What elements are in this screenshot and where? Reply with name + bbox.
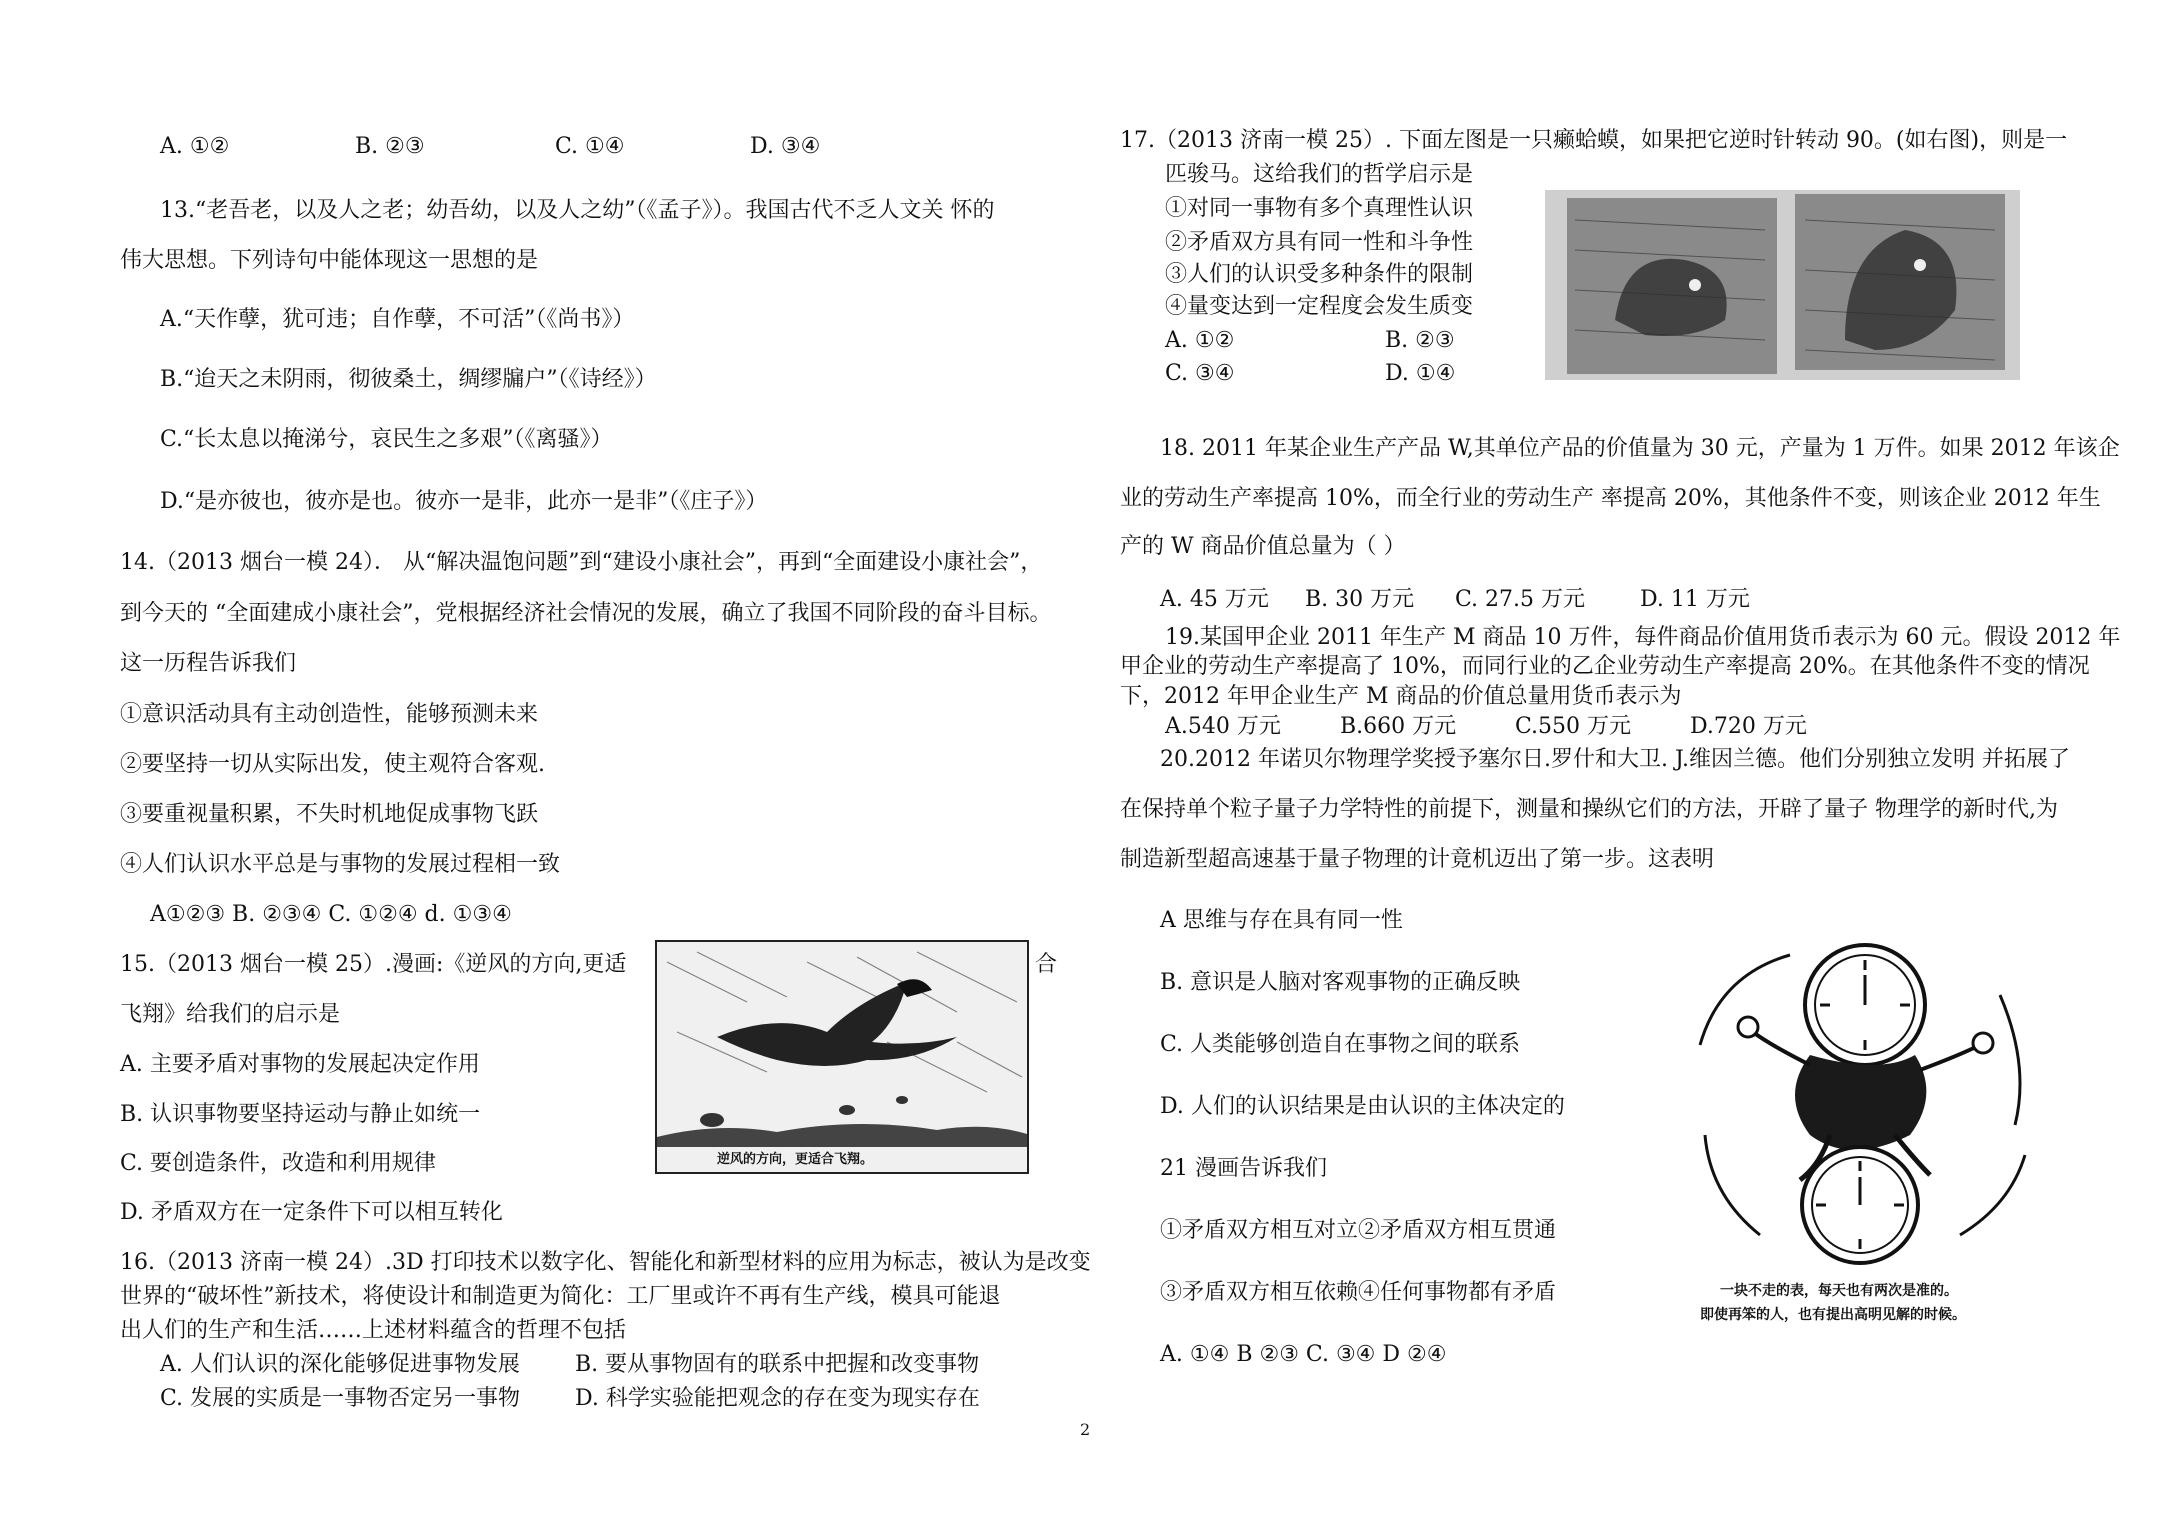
q17-item-2: ②矛盾双方具有同一性和斗争性 (1165, 230, 1474, 255)
q15-option-b: B. 认识事物要坚持运动与静止如统一 (120, 1102, 481, 1127)
q17-stem-line1: 17.（2013 济南一模 25）. 下面左图是一只癞蛤蟆，如果把它逆时针转动 90。(如右图)，则是一 (1120, 128, 2068, 153)
q15-stem-line1: 15.（2013 烟台一模 25）.漫画:《逆风的方向,更适 (120, 952, 627, 977)
q20-stem-line2: 在保持单个粒子量子力学特性的前提下，测量和操纵它们的方法，开辟了量子 物理学的新时代,为 (1120, 797, 2058, 822)
q18-option-c: C. 27.5 万元 (1455, 587, 1586, 612)
q14-options: A①②③ B. ②③④ C. ①②④ d. ①③④ (150, 902, 512, 927)
q13-option-b: B.“迨天之未阴雨，彻彼桑土，绸缪牖户”（《诗经》） (160, 367, 657, 392)
eagle-cartoon-image (655, 940, 1029, 1174)
q20-stem-line3: 制造新型超高速基于量子物理的计竟机迈出了第一步。这表明 (1120, 847, 1715, 872)
q18-stem-line2: 业的劳动生产率提高 10%，而全行业的劳动生产 率提高 20%，其他条件不变，则该企业 2012 年生 (1120, 486, 2101, 511)
q16-stem-line2: 世界的“破坏性”新技术，将使设计和制造更为简化：工厂里或许不再有生产线，模具可能退 (120, 1284, 1001, 1309)
q12-option-c: C. ①④ (555, 134, 625, 159)
clock-cartoon-image (1680, 935, 2040, 1270)
q17-option-d: D. ①④ (1385, 361, 1456, 386)
q17-item-4: ④量变达到一定程度会发生质变 (1165, 294, 1474, 319)
q14-stem-line2: 到今天的 “全面建成小康社会”，党根据经济社会情况的发展，确立了我国不同阶段的奋斗目标。 (120, 601, 1052, 626)
eagle-icon (657, 942, 1027, 1172)
clock-caption-line1: 一块不走的表，每天也有两次是准的。 (1720, 1283, 1958, 1299)
q15-stem-line2: 飞翔》给我们的启示是 (120, 1002, 341, 1027)
q15-stem-tail: 合 (1035, 952, 1058, 977)
q20-option-c: C. 人类能够创造自在事物之间的联系 (1160, 1032, 1521, 1057)
q12-option-a: A. ①② (160, 134, 230, 159)
q13-option-c: C.“长太息以掩涕兮，哀民生之多艰”（《离骚》） (160, 427, 613, 452)
q13-option-a: A.“天作孽，犹可违；自作孽，不可活”（《尚书》） (160, 307, 635, 332)
q20-option-a: A 思维与存在具有同一性 (1160, 908, 1403, 933)
q20-option-b: B. 意识是人脑对客观事物的正确反映 (1160, 970, 1521, 995)
q20-stem-line1: 20.2012 年诺贝尔物理学奖授予塞尔日.罗什和大卫. J.维因兰德。他们分别独立发明 并拓展了 (1160, 747, 2071, 772)
q16-option-c: C. 发展的实质是一事物否定另一事物 (160, 1386, 521, 1411)
q16-option-d: D. 科学实验能把观念的存在变为现实存在 (575, 1386, 980, 1411)
q14-item-1: ①意识活动具有主动创造性，能够预测未来 (120, 702, 539, 727)
q14-item-3: ③要重视量积累，不失时机地促成事物飞跃 (120, 802, 539, 827)
q17-option-b: B. ②③ (1385, 328, 1455, 353)
q18-option-d: D. 11 万元 (1640, 587, 1750, 612)
q19-stem-line3: 下，2012 年甲企业生产 M 商品的价值总量用货币表示为 (1120, 684, 1682, 709)
q16-option-b: B. 要从事物固有的联系中把握和改变事物 (575, 1352, 980, 1377)
q12-option-d: D. ③④ (750, 134, 821, 159)
q17-stem-line2: 匹骏马。这给我们的哲学启示是 (1165, 162, 1474, 187)
q18-stem-line1: 18. 2011 年某企业生产产品 W,其单位产品的价值量为 30 元，产量为 1 万件。如果 2012 年该企 (1160, 436, 2120, 461)
clock-caption-line2: 即使再笨的人，也有提出高明见解的时候。 (1700, 1307, 1966, 1323)
q14-stem-line1: 14.（2013 烟台一模 24）． 从“解决温饱问题”到“建设小康社会”，再到“全面建设小康社会”， (120, 550, 1043, 575)
q13-stem-line2: 伟大思想。下列诗句中能体现这一思想的是 (120, 248, 539, 273)
q16-option-a: A. 人们认识的深化能够促进事物发展 (160, 1352, 520, 1377)
q16-stem-line1: 16.（2013 济南一模 24）.3D 打印技术以数字化、智能化和新型材料的应用为标志，被认为是改变 (120, 1250, 1091, 1275)
q17-option-a: A. ①② (1165, 328, 1235, 353)
q18-option-a: A. 45 万元 (1160, 587, 1269, 612)
q16-stem-line3: 出人们的生产和生活……上述材料蕴含的哲理不包括 (120, 1318, 627, 1343)
page-number: 2 (1080, 1420, 1091, 1439)
q19-option-d: D.720 万元 (1690, 714, 1807, 739)
q21-stem: 21 漫画告诉我们 (1160, 1156, 1327, 1181)
q15-option-c: C. 要创造条件，改造和利用规律 (120, 1151, 437, 1176)
eagle-cartoon-caption: 逆风的方向，更适合飞翔。 (717, 1152, 874, 1167)
q21-items-line1: ①矛盾双方相互对立②矛盾双方相互贯通 (1160, 1218, 1557, 1243)
clock-icon (1680, 935, 2040, 1270)
q19-option-b: B.660 万元 (1340, 714, 1457, 739)
toad-horse-images (1545, 190, 2020, 380)
q20-option-d: D. 人们的认识结果是由认识的主体决定的 (1160, 1094, 1565, 1119)
q17-item-3: ③人们的认识受多种条件的限制 (1165, 262, 1474, 287)
q14-item-2: ②要坚持一切从实际出发，使主观符合客观. (120, 752, 545, 777)
q17-option-c: C. ③④ (1165, 361, 1235, 386)
q15-option-a: A. 主要矛盾对事物的发展起决定作用 (120, 1052, 480, 1077)
q17-item-1: ①对同一事物有多个真理性认识 (1165, 196, 1474, 221)
q13-stem-line1: 13.“老吾老，以及人之老；幼吾幼，以及人之幼”（《孟子》）。我国古代不乏人文关 怀的 (160, 198, 995, 223)
q18-stem-line3: 产的 W 商品价值总量为（ ） (1120, 534, 1406, 559)
q13-option-d: D.“是亦彼也，彼亦是也。彼亦一是非，此亦一是非”（《庄子》） (160, 489, 768, 514)
q18-option-b: B. 30 万元 (1305, 587, 1415, 612)
q19-option-c: C.550 万元 (1515, 714, 1632, 739)
q14-item-4: ④人们认识水平总是与事物的发展过程相一致 (120, 852, 561, 877)
toad-horse-icon (1545, 190, 2020, 380)
q19-stem-line1: 19.某国甲企业 2011 年生产 M 商品 10 万件，每件商品价值用货币表示为 60 元。假设 2012 年 (1165, 625, 2121, 650)
q19-stem-line2: 甲企业的劳动生产率提高了 10%，而同行业的乙企业劳动生产率提高 20%。在其他条件不变的情况 (1120, 654, 2090, 679)
q21-items-line2: ③矛盾双方相互依赖④任何事物都有矛盾 (1160, 1280, 1557, 1305)
q19-option-a: A.540 万元 (1165, 714, 1281, 739)
q21-options: A. ①④ B ②③ C. ③④ D ②④ (1160, 1342, 1447, 1367)
q14-stem-line3: 这一历程告诉我们 (120, 651, 297, 676)
q15-option-d: D. 矛盾双方在一定条件下可以相互转化 (120, 1200, 503, 1225)
q12-option-b: B. ②③ (355, 134, 425, 159)
